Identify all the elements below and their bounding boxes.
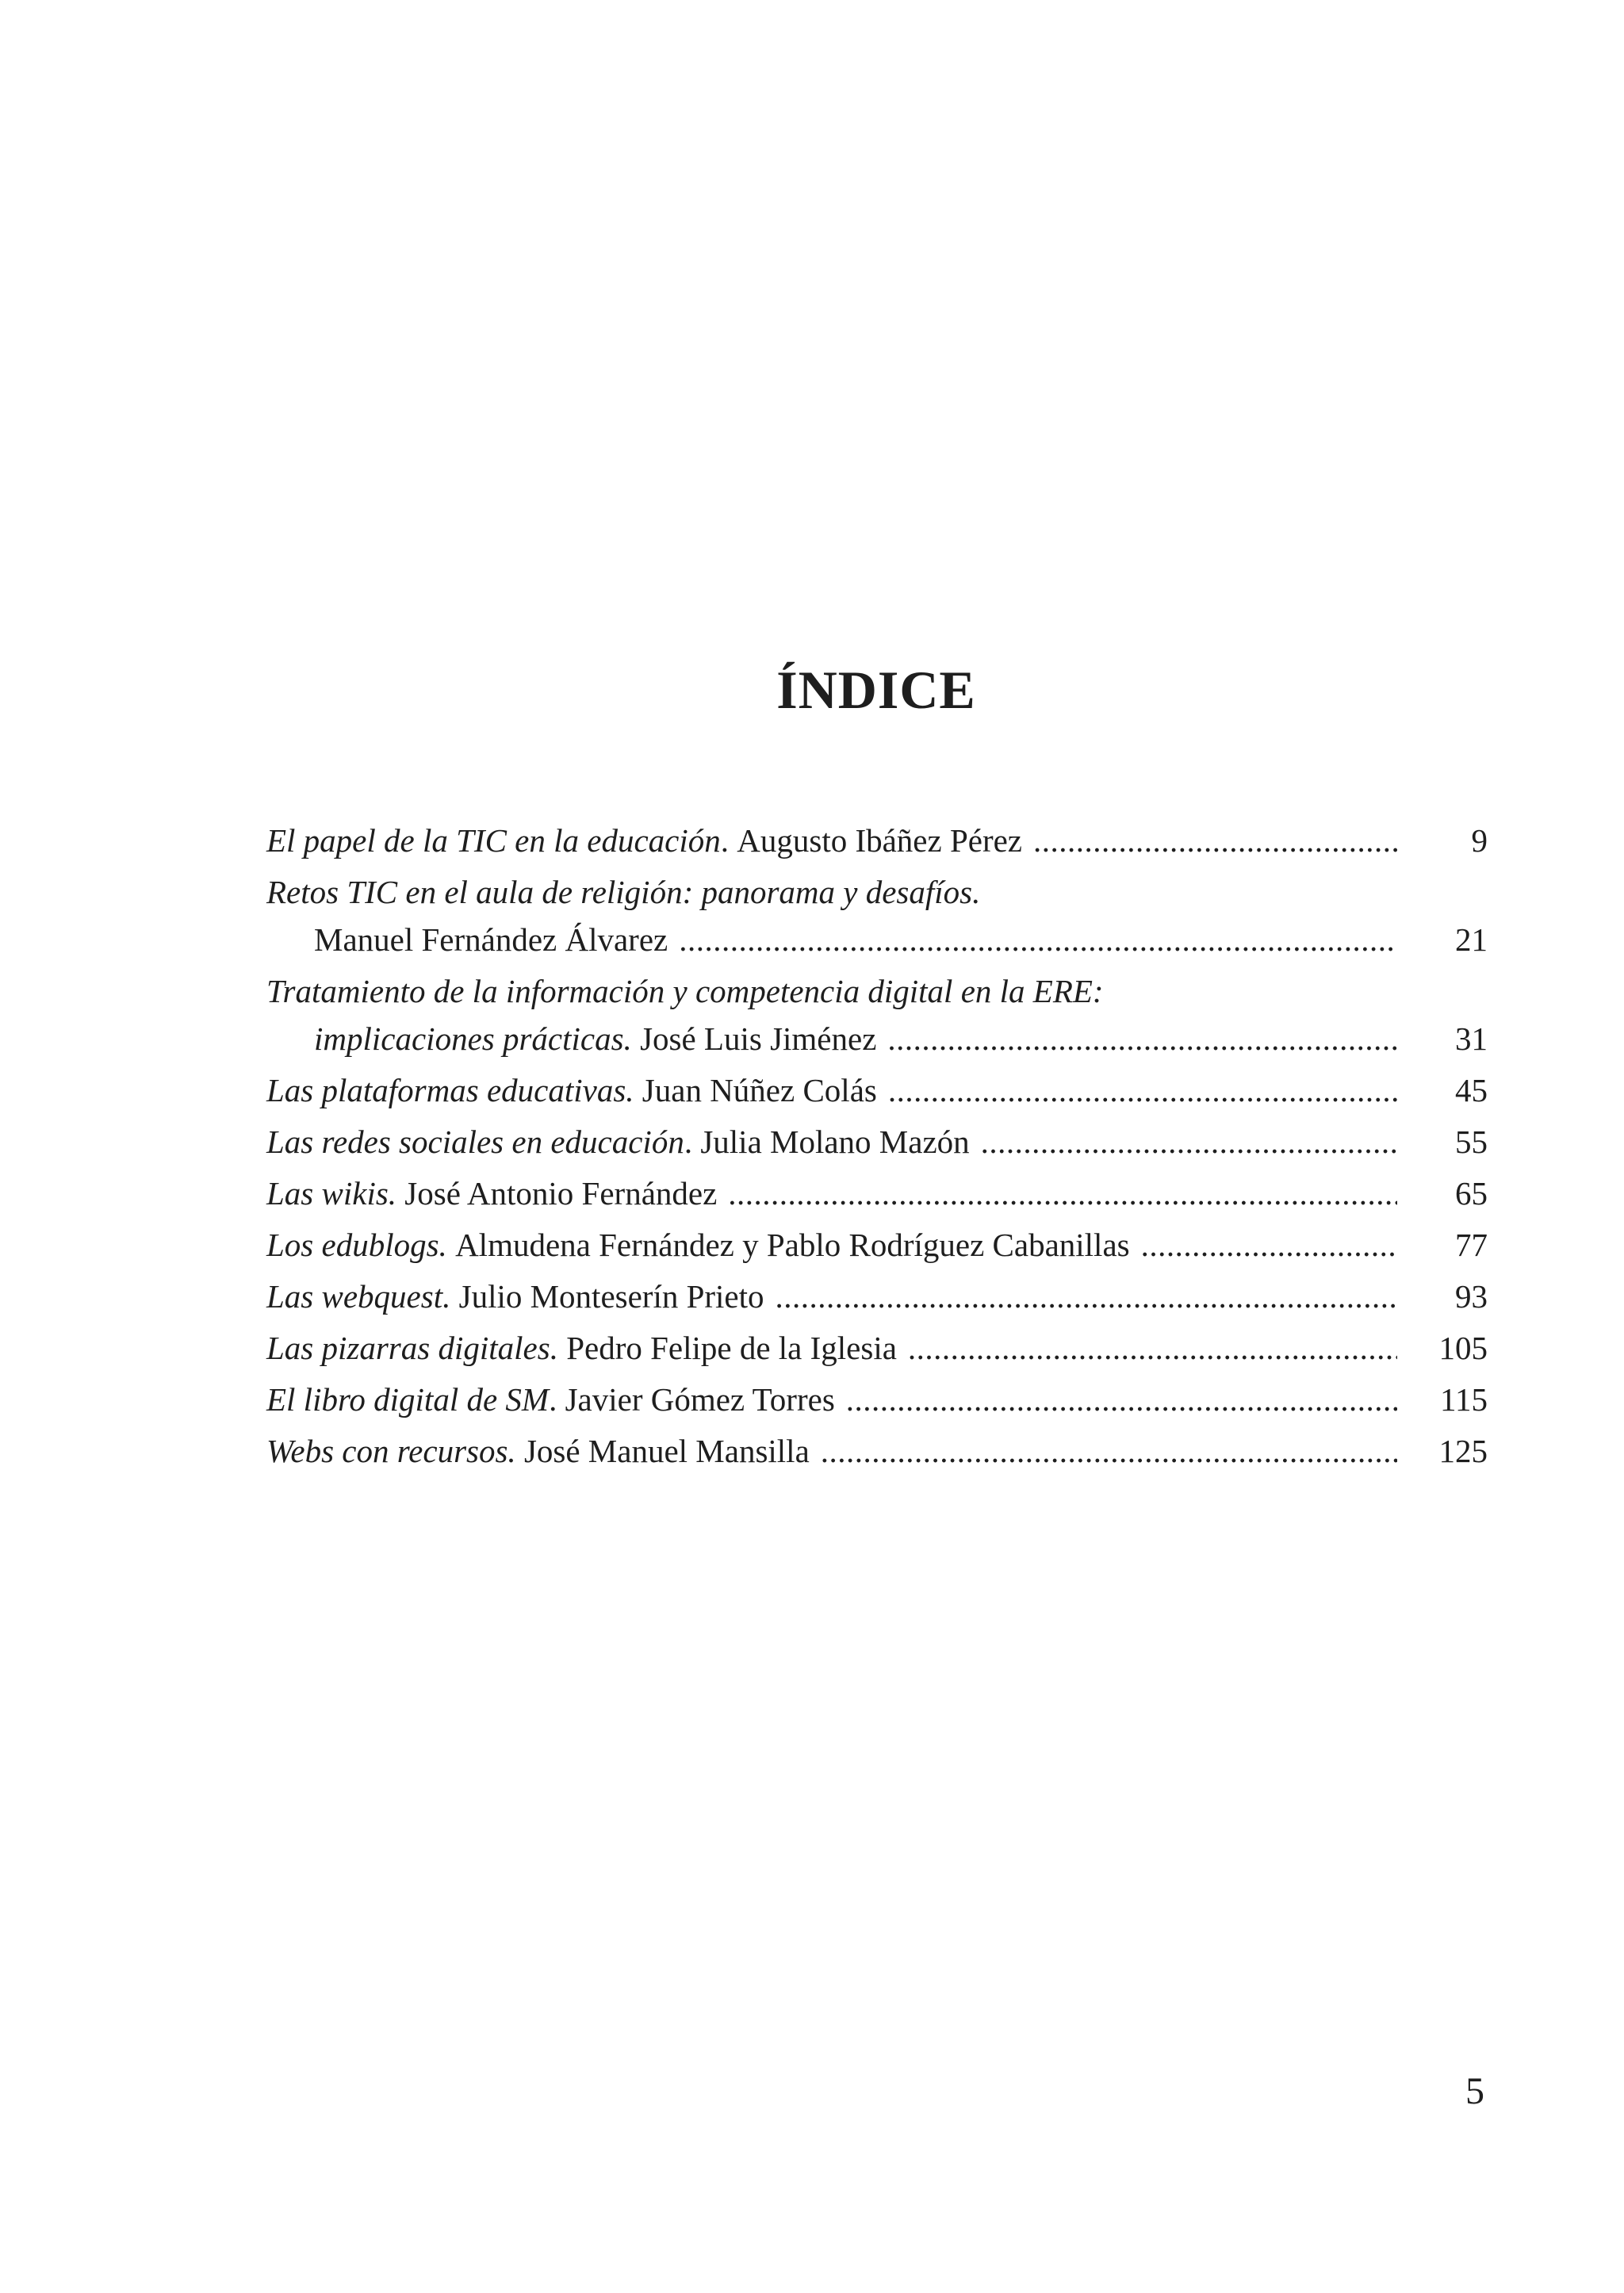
dot-leader [981, 1118, 1397, 1166]
toc-entry [266, 1376, 1488, 1423]
entry-page-number: 55 [1455, 1124, 1488, 1160]
entry-separator [634, 1066, 642, 1114]
dot-leader [888, 1066, 1397, 1114]
entry-title: Las redes sociales en educación [266, 1124, 684, 1160]
entry-title: El papel de la TIC en la educación [266, 822, 721, 859]
toc-entry-line [266, 817, 1488, 864]
toc-entry [266, 1324, 1488, 1372]
toc-entry-line [266, 1273, 1488, 1320]
entry-author: Augusto Ibáñez Pérez [737, 822, 1023, 859]
entry-separator [516, 1427, 524, 1475]
toc-entry-line [266, 1324, 1488, 1372]
dot-leader [887, 1015, 1397, 1062]
entry-title: Los edublogs. [266, 1227, 447, 1263]
entry-title: Tratamiento de la información y competencia digital en la ERE: [266, 973, 1104, 1009]
entry-page-number: 65 [1455, 1175, 1488, 1212]
toc-entry [266, 1273, 1488, 1320]
entry-author: Javier Gómez Torres [565, 1381, 835, 1418]
entry-author: Julia Molano Mazón [700, 1124, 970, 1160]
entry-author: Almudena Fernández y Pablo Rodríguez Cabanillas [455, 1227, 1130, 1263]
entry-author: Juan Núñez Colás [642, 1072, 877, 1108]
entry-title: Las webquest. [266, 1278, 451, 1315]
entry-separator: . [549, 1381, 565, 1418]
entry-author: José Manuel Mansilla [523, 1433, 810, 1469]
dot-leader [728, 1169, 1397, 1217]
entry-separator [450, 1273, 458, 1320]
entry-title: Las plataformas educativas. [266, 1072, 634, 1108]
entry-page-number: 125 [1438, 1433, 1488, 1469]
entry-page-number: 45 [1455, 1072, 1488, 1108]
entry-separator [396, 1169, 404, 1217]
toc-entry-line [266, 1376, 1488, 1423]
toc-entry-line [266, 1015, 1488, 1062]
toc-entry [266, 868, 1488, 963]
entry-author: Julio Monteserín Prieto [458, 1278, 764, 1315]
entry-page-number: 115 [1440, 1381, 1488, 1418]
table-of-contents [266, 817, 1488, 1479]
entry-title: Retos TIC en el aula de religión: panorama y desafíos. [266, 874, 981, 910]
toc-entry [266, 1427, 1488, 1475]
entry-separator [447, 1221, 455, 1269]
entry-title: Las wikis. [266, 1175, 397, 1212]
entry-title: Webs con recursos. [266, 1433, 516, 1469]
toc-entry [266, 967, 1488, 1062]
page-title: ÍNDICE [776, 660, 976, 720]
entry-page-number: 93 [1455, 1278, 1488, 1315]
toc-entry [266, 1221, 1488, 1269]
entry-page-number: 105 [1438, 1330, 1488, 1366]
entry-separator [558, 1324, 566, 1372]
dot-leader [1033, 817, 1397, 864]
dot-leader [776, 1273, 1397, 1320]
entry-separator [632, 1015, 640, 1062]
page-folio: 5 [1465, 2070, 1484, 2112]
toc-entry-line [266, 1169, 1488, 1217]
toc-entry [266, 1066, 1488, 1114]
entry-page-number: 9 [1471, 822, 1488, 859]
entry-page-number: 77 [1455, 1227, 1488, 1263]
entry-author: Pedro Felipe de la Iglesia [566, 1330, 897, 1366]
entry-separator: . [684, 1124, 701, 1160]
entry-page-number: 31 [1455, 1020, 1488, 1057]
entry-author: Manuel Fernández Álvarez [314, 921, 668, 958]
dot-leader [908, 1324, 1397, 1372]
toc-entry-line [266, 1221, 1488, 1269]
dot-leader [846, 1376, 1397, 1423]
entry-title: Las pizarras digitales. [266, 1330, 558, 1366]
toc-entry [266, 1118, 1488, 1166]
dot-leader [679, 916, 1397, 963]
entry-separator: . [720, 822, 737, 859]
dot-leader [1141, 1221, 1397, 1269]
entry-page-number: 21 [1455, 921, 1488, 958]
toc-entry-line [266, 1427, 1488, 1475]
toc-entry-line [266, 1066, 1488, 1114]
entry-author: José Antonio Fernández [404, 1175, 718, 1212]
entry-title: El libro digital de SM [266, 1381, 550, 1418]
entry-title-continuation: implicaciones prácticas. [314, 1020, 632, 1057]
toc-entry [266, 817, 1488, 864]
entry-author: José Luis Jiménez [640, 1020, 877, 1057]
toc-entry [266, 1169, 1488, 1217]
dot-leader [821, 1427, 1397, 1475]
toc-entry-line [266, 916, 1488, 963]
toc-entry-line [266, 1118, 1488, 1166]
